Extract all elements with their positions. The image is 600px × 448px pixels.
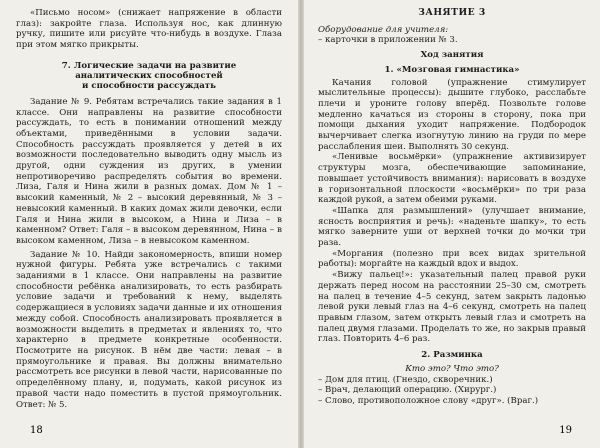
course-title: Ход занятия xyxy=(420,50,484,61)
task9-paragraph: Задание № 9. Ребятам встречались такие задания в 1 классе. Они направлены на развитие способности рассуждать, то есть в понимании отношений между объектами, приведёнными в условии задачи. Способность рассуждать проявляется у детей в их возможности последовательно выводить одну мысль из другой, одни суждения из других, в умении непротиворечиво распределять события во времени. Лиза, Галя и Нина жили в разных домах. Дом № 1 – высокий каменный, № 2 – высокий деревянный, № 3 – невысокий каменный. В каких домах жили девочки, если Галя и Нина жили в высоком, а Нина и Лиза – в каменном? Ответ: Галя – в высоком деревянном, Нина – в высоком каменном, Лиза – в невысоком каменном. xyxy=(16,96,282,246)
section-heading xyxy=(16,61,282,91)
riddle-item: – Слово, противоположное слову «друг». (Враг.) xyxy=(318,395,539,406)
equipment-label: Оборудование для учителя: xyxy=(318,24,449,35)
exercise-lazy-eights: «Ленивые восьмёрки» (упражнение активизирует структуры мозга, обеспечивающие запоминание, повышает устойчивость внимания): нарисовать в воздухе в горизонтальной плоскости «восьмёрки» по три раза каждой рукой, а затем обеими руками. xyxy=(318,152,586,206)
exercise-thinking-cap: «Шапка для размышлений» (улучшает внимание, ясность восприятия и речь): «наденьте шапку», то есть мягко заверните уши от верхней точки до мочки три раза. xyxy=(318,205,586,249)
book-gutter xyxy=(298,0,304,448)
riddle-item: – Врач, делающий операцию. (Хирург.) xyxy=(318,385,497,396)
riddle-title: Кто это? Что это? xyxy=(405,363,499,374)
right-page xyxy=(318,8,586,407)
page-number-left: 18 xyxy=(30,425,43,436)
riddle-item: – Дом для птиц. (Гнездо, скворечник.) xyxy=(318,374,493,385)
exercise-blinking: «Моргания (полезно при всех видах зрительной работы): моргайте на каждый вдох и выдох. xyxy=(318,248,586,270)
section1-title: 1. «Мозговая гимнастика» xyxy=(384,64,520,75)
exercise-head-rolls: Качания головой (упражнение стимулирует мыслительные процессы): дышите глубоко, расслабьте плечи и уроните голову вперёд. Позвольте голове медленно качаться из стороны в сторону, пока при помощи дыхания уходит напряжение. Подбородок вычерчивает слегка изогнутую линию на груди по мере расслабления шеи. Выполнять 30 секунд. xyxy=(318,77,586,152)
section-heading-line3: и способности рассуждать xyxy=(82,80,216,91)
lesson-title: ЗАНЯТИЕ 3 xyxy=(418,7,486,18)
section-heading-line1: 7. Логические задачи на развитие xyxy=(61,60,237,71)
page-number-right: 19 xyxy=(559,425,572,436)
equipment-item: – карточки в приложении № 3. xyxy=(318,35,458,46)
intro-paragraph: «Письмо носом» (снижает напряжение в области глаз): закройте глаза. Используя нос, как длинную ручку, пишите или рисуйте что-нибудь в воздухе. Глаза при этом мягко прикрыты. xyxy=(16,8,282,51)
section-heading-line2: аналитических способностей xyxy=(75,70,223,81)
exercise-finger: «Вижу пальец!»: указательный палец правой руки держать перед носом на расстоянии 25–30 см, смотреть на палец в течение 4–5 секунд, затем закрыть ладонью левой руки левый глаз на 4–6 секунд, смотреть на палец правым глазом, затем открыть левый глаз и смотреть на палец двумя глазами. Проделать то же, но закрыв правый глаз. Повторить 4–6 раз. xyxy=(318,270,586,345)
section2-title: 2. Разминка xyxy=(421,350,483,361)
task10-paragraph: Задание № 10. Найди закономерность, впиши номер нужной фигуры. Ребята уже встречались с такими заданиями в 1 классе. Они направлены на развитие способности ребёнка анализировать, то есть разбирать условие задачи и требований к нему, выделять содержащиеся в условиях задачи данные и их отношения между собой. Способность анализировать проявляется в возможности выделить в предметах и явлениях то, что характерно в предмете конкретные особенности. Посмотрите на рисунок. В нём две части: левая – в прямоугольнике и правая. Вы должны внимательно рассмотреть все рисунки в левой части, нарисованные по определённому плану, и, подумать, какой рисунок из правой части надо поместить в пустой прямоугольник. Ответ: № 5. xyxy=(16,249,282,410)
left-page xyxy=(16,8,282,410)
